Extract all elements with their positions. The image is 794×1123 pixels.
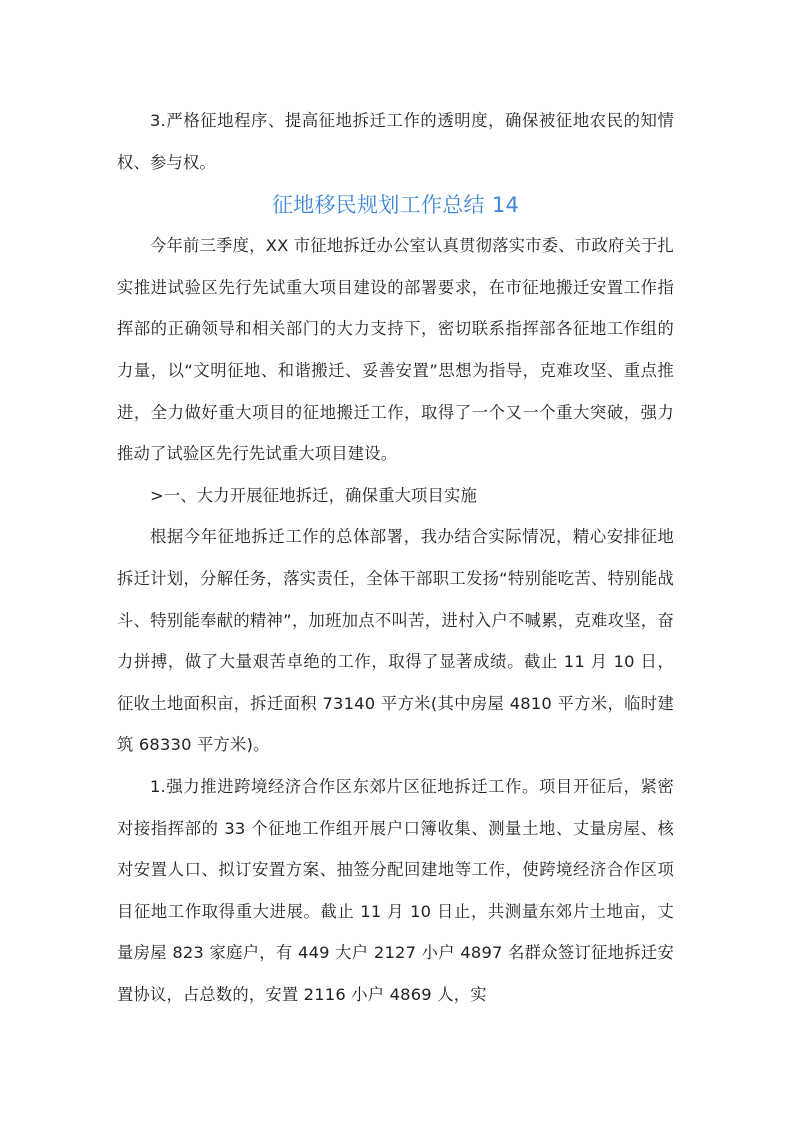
subheading-one: >一、大力开展征地拆迁，确保重大项目实施	[150, 485, 477, 505]
paragraph-overview: 根据今年征地拆迁工作的总体部署，我办结合实际情况，精心安排征地拆迁计划，分解任务，落实责任，全体干部职工发扬“特别能吃苦、特别能战斗、特别能奉献的精神”，加班加点不叫苦，进村入户不喊累，克难攻坚，奋力拼搏，做了大量艰苦卓绝的工作，取得了显著成绩。截止 11 月 10 日，征收土地面积亩，拆迁面积 73140 平方米(其中房屋 4810 平方米，临时建筑 68330 平方米)。	[117, 527, 674, 755]
paragraph-intro: 今年前三季度，XX 市征地拆迁办公室认真贯彻落实市委、市政府关于扎实推进试验区先行先试重大项目建设的部署要求，在市征地搬迁安置工作指挥部的正确领导和相关部门的大力支持下，密切联系指挥部各征地工作组的力量，以“文明征地、和谐搬迁、妥善安置”思想为指导，克难攻坚、重点推进，全力做好重大项目的征地搬迁工作，取得了一个又一个重大突破，强力推动了试验区先行先试重大项目建设。	[117, 236, 674, 464]
document-body	[117, 100, 674, 1015]
paragraph-procedure: 3.严格征地程序、提高征地拆迁工作的透明度，确保被征地农民的知情权、参与权。	[117, 111, 674, 172]
paragraph-item-one: 1.强力推进跨境经济合作区东郊片区征地拆迁工作。项目开征后，紧密对接指挥部的 33 个征地工作组开展户口簿收集、测量土地、丈量房屋、核对安置人口、拟订安置方案、抽签分配回建地等工作，使跨境经济合作区项目征地工作取得重大进展。截止 11 月 10 日止，共测量东郊片土地亩，丈量房屋 823 家庭户，有 449 大户 2127 小户 4897 名群众签订征地拆迁安置协议，占总数的，安置 2116 小户 4869 人，实	[117, 776, 674, 1004]
section-title: 征地移民规划工作总结 14	[271, 193, 520, 218]
